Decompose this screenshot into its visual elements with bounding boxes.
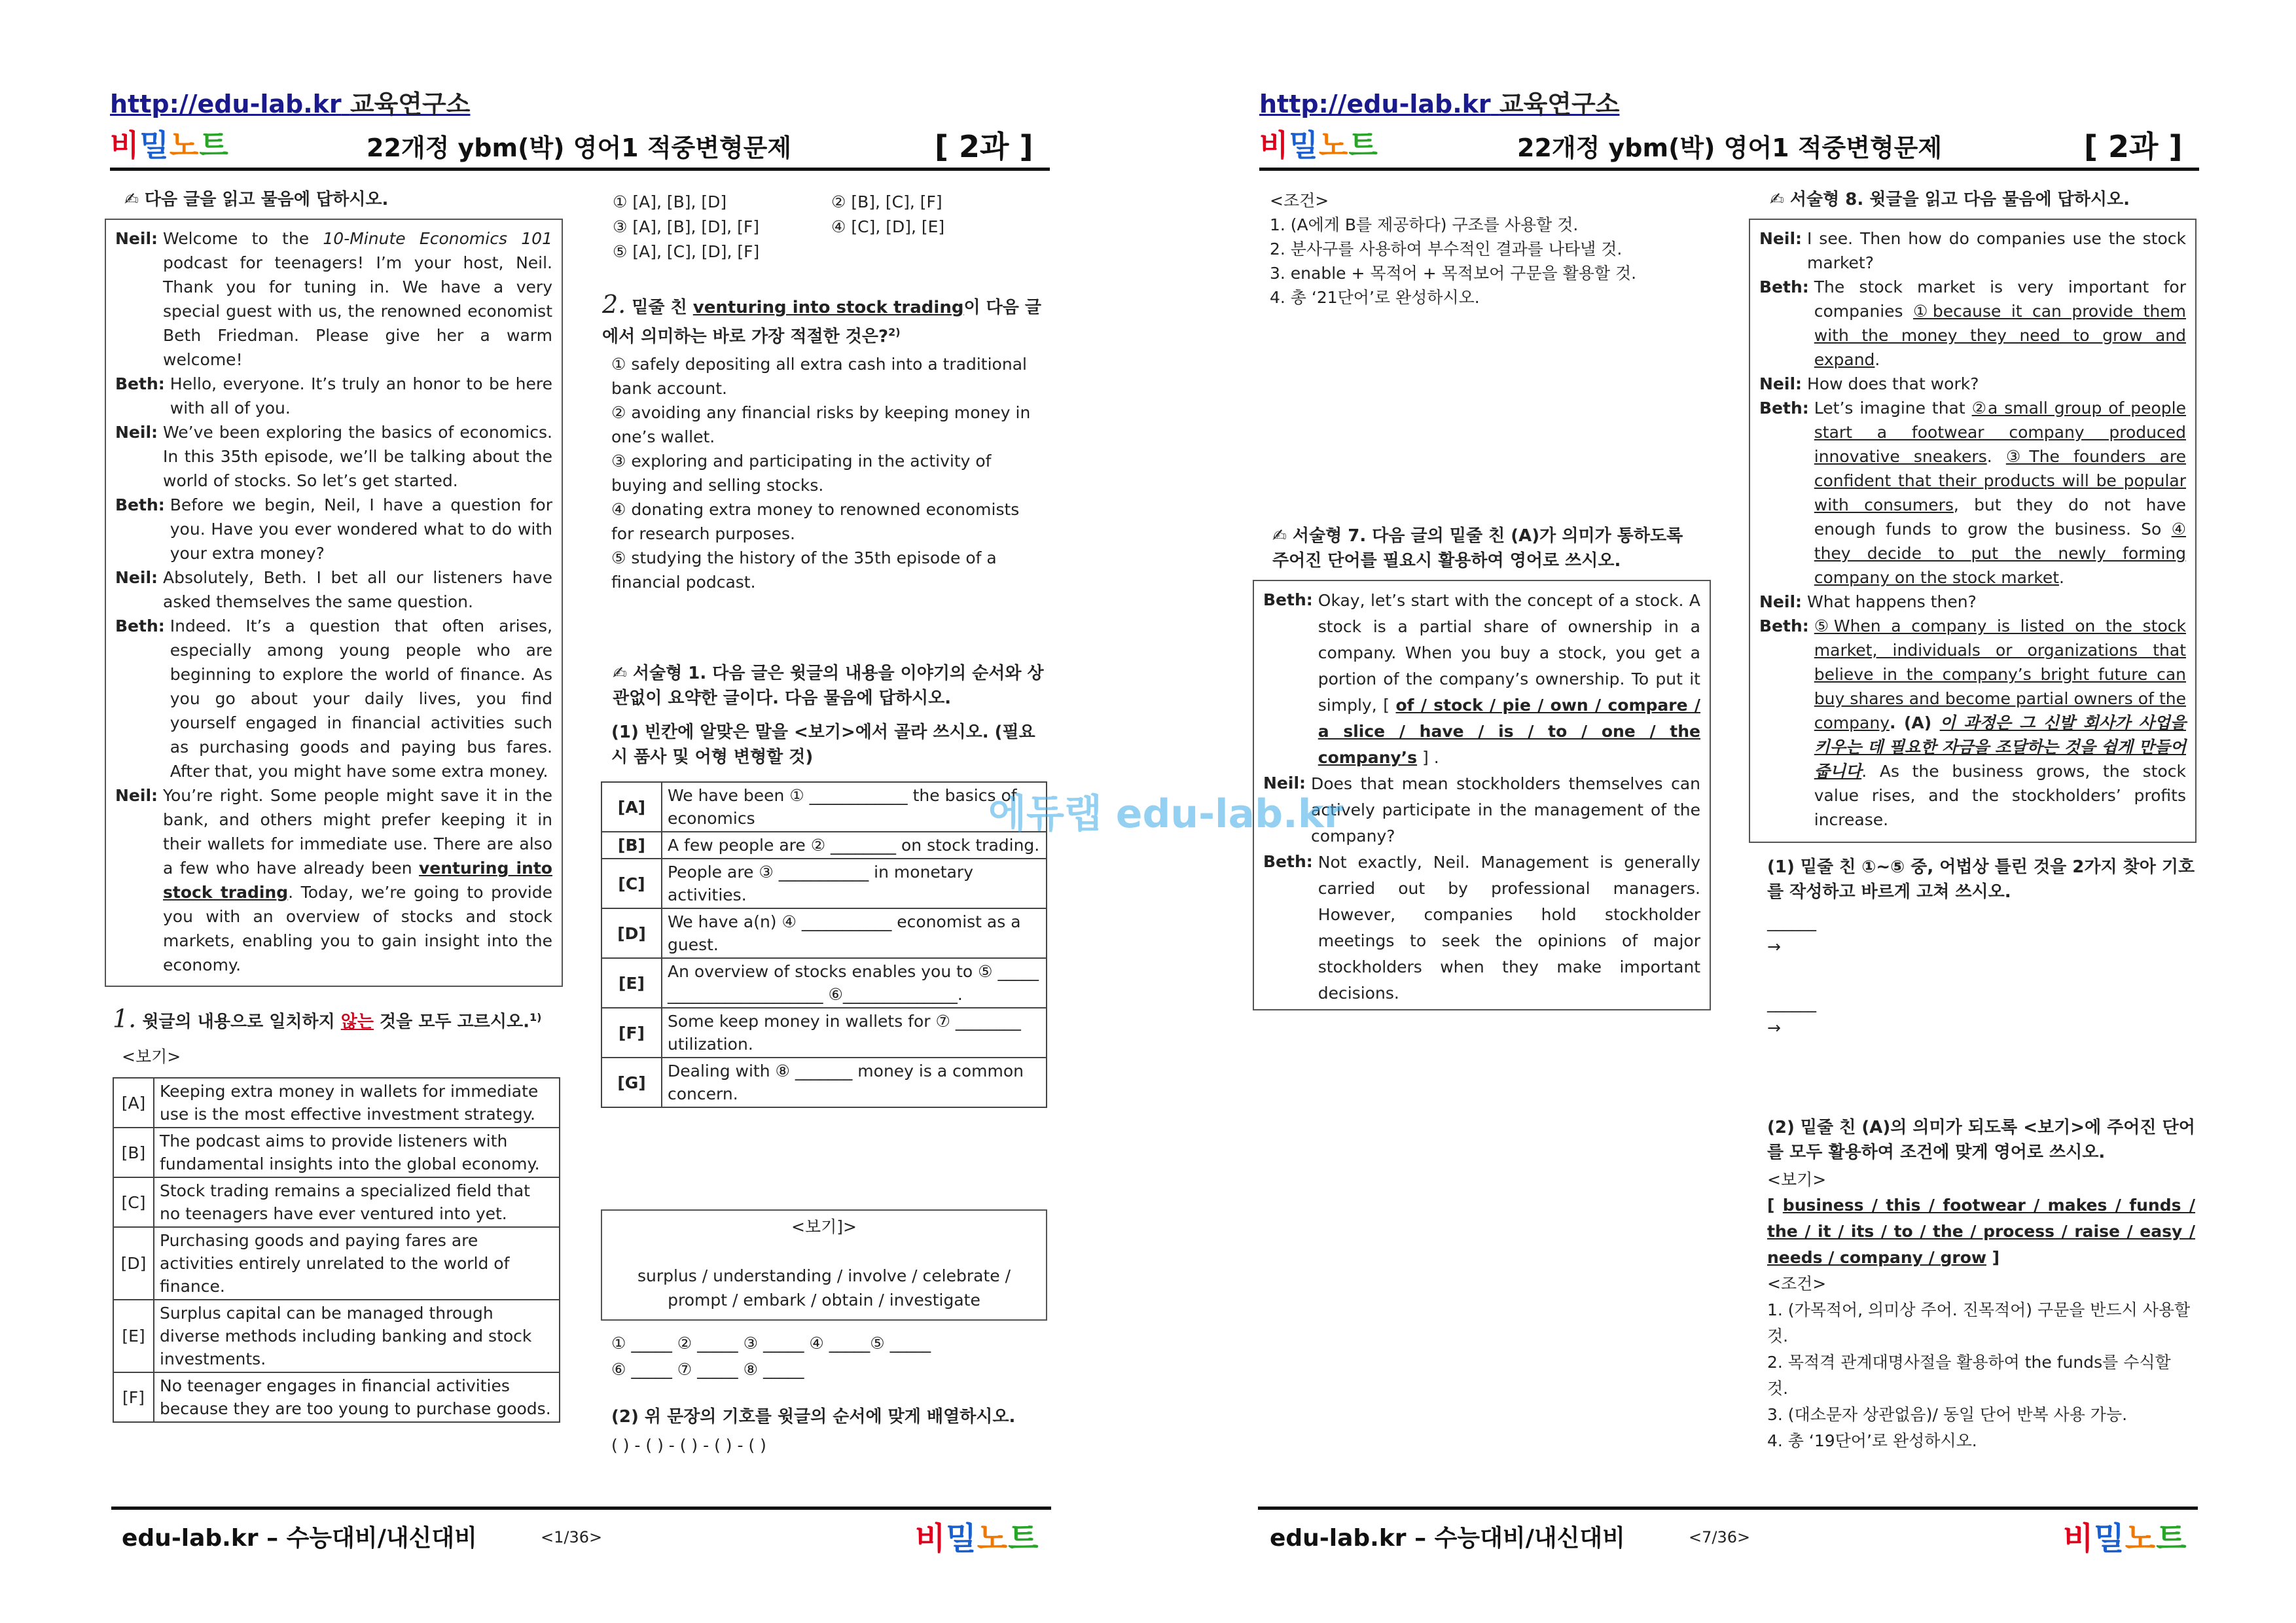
dialogue-line: Neil: Does that mean stockholders themselves can actively participate in the management of the company?: [1263, 774, 1700, 846]
table-row: [F] Some keep money in wallets for ⑦ ________ utilization.: [601, 1008, 1047, 1058]
q1-choice[interactable]: ⑤ [A], [C], [D], [F]: [613, 242, 760, 261]
table-row: [G] Dealing with ⑧ _______ money is a common concern.: [601, 1058, 1047, 1107]
q2-choices: [611, 352, 1043, 594]
s1-answer-line[interactable]: ⑥ _____ ⑦ _____ ⑧ _____: [611, 1360, 804, 1379]
s8-passage-box: [1749, 219, 2197, 843]
footer-divider: [1258, 1507, 2198, 1510]
table-row: [A] Keeping extra money in wallets for immediate use is the most effective investment strategy.: [113, 1078, 560, 1128]
dialogue-line: Beth: ⑤When a company is listed on the stock market, individuals or organizations that believe in the company’s bright future can buy shares and become partial owners of the company. (A) 이 과정은 그 신발 회사가 사업을 키우는 데 필요한 자금을 조달하는 것을 쉽게 만들어 줍니다. As the business grows, the stock value rises, and the stockholders’ profits increase.: [1759, 616, 2186, 829]
footer-text: edu-lab.kr – 수능대비/내신대비: [1270, 1525, 1625, 1552]
q2-choice[interactable]: ① safely depositing all extra cash into a traditional bank account.: [611, 355, 1027, 398]
header-title: 22개정 ybm(박) 영어1 적중변형문제: [1517, 134, 1943, 162]
s8-answer-blank[interactable]: ______: [1767, 993, 1816, 1012]
underlined-phrase: venturing into stock trading: [163, 859, 552, 902]
s8-bogi-words: [ business / this / footwear / makes / funds / the / it / its / to / the / process / raise / easy / needs / company / grow ]: [1767, 1196, 2195, 1267]
s1-sub1: (1) 빈칸에 알맞은 말을 <보기>에서 골라 쓰시오. (필요시 품사 및 어형 변형할 것): [611, 722, 1035, 767]
page-number: <7/36>: [1689, 1528, 1751, 1546]
table-row: [D] Purchasing goods and paying fares are activities entirely unrelated to the world of finance.: [113, 1227, 560, 1300]
brand-logo: 비밀노트: [1259, 128, 1378, 163]
q1-bogi-table: [113, 1077, 560, 1423]
s8-heading: ✍ 서술형 8. 윗글을 읽고 다음 물음에 답하시오.: [1770, 190, 2130, 209]
dialogue-line: Neil: I see. Then how do companies use the stock market?: [1759, 229, 2186, 272]
q2-choice[interactable]: ④ donating extra money to renowned economists for research purposes.: [611, 500, 1020, 543]
dialogue-line: Beth: Before we begin, Neil, I have a question for you. Have you ever wondered what to do with your extra money?: [115, 495, 552, 563]
dialogue-line: Beth: The stock market is very important for companies ①because it can provide them with the money they need to grow and expand.: [1759, 277, 2186, 369]
header-divider: [1259, 168, 2199, 171]
dialogue-line: Neil: We’ve been exploring the basics of economics. In this 35th episode, we’ll be talking about the world of stocks. So let’s get started.: [115, 423, 552, 490]
q1-choice[interactable]: ③ [A], [B], [D], [F]: [613, 217, 759, 236]
table-row: [D] We have a(n) ④ ___________ economist as a guest.: [601, 908, 1047, 958]
korean-underlined-sentence: 이 과정은 그 신발 회사가 사업을 키우는 데 필요한 자금을 조달하는 것을 쉽게 만들어 줍니다: [1814, 713, 2186, 781]
conditions-top: <조건> 1. (A에게 B를 제공하다) 구조를 사용할 것. 2. 분사구를 사용하여 부수적인 결과를 나타낼 것. 3. enable + 목적어 + 목적보어 구문을 활용할 것. 4. 총 ‘21단어’로 완성하시오.: [1270, 191, 1637, 307]
s1-table: [601, 781, 1047, 1108]
footer-divider: [111, 1507, 1051, 1510]
q2-choice[interactable]: ③ exploring and participating in the activity of buying and selling stocks.: [611, 452, 992, 495]
s1-bogi-title: <보기]>: [791, 1217, 857, 1236]
table-row: [E] An overview of stocks enables you to ⑤ _____ ___________________ ⑥______________.: [601, 958, 1047, 1008]
header-url[interactable]: http://edu-lab.kr 교육연구소: [1259, 90, 1620, 118]
s1-bogi-words: surplus / understanding / involve / celebrate / prompt / embark / obtain / investigate: [637, 1266, 1011, 1310]
s1-bogi-box: [601, 1209, 1047, 1321]
footer-text: edu-lab.kr – 수능대비/내신대비: [122, 1525, 477, 1552]
s8-sub2: (2) 밑줄 친 (A)의 의미가 되도록 <보기>에 주어진 단어를 모두 활용하여 조건에 맞게 영어로 쓰시오.: [1767, 1118, 2195, 1162]
page-number: <1/36>: [541, 1528, 603, 1546]
watermark: 에듀랩 edu-lab.kr: [988, 791, 1344, 837]
s8-conditions: <조건> 1. (가목적어, 의미상 주어. 진목적어) 구문을 반드시 사용할 것. 2. 목적격 관계대명사절을 활용하여 the funds를 수식할 것. 3. (대소문자 상관없음)/ 동일 단어 반복 사용 가능. 4. 총 ‘19단어’로 완성하시오.: [1767, 1274, 2191, 1450]
dialogue-line: Neil: You’re right. Some people might save it in the bank, and others might prefer keeping it in their wallets for immediate use. There are also a few who have already been venturing into stock trading. Today, we’re going to provide you with an overview of stocks and stock markets, enabling you to gain insight into the economy.: [115, 786, 553, 974]
passage-box: [105, 219, 563, 987]
brand-logo: 비밀노트: [110, 128, 229, 163]
dialogue-line: Neil: How does that work?: [1759, 374, 1979, 393]
arrow-icon: →: [1767, 937, 1781, 956]
header-url[interactable]: http://edu-lab.kr 교육연구소: [110, 90, 471, 118]
q2-choice[interactable]: ② avoiding any financial risks by keeping money in one’s wallet.: [611, 403, 1031, 446]
table-row: [B] A few people are ② ________ on stock trading.: [601, 832, 1047, 859]
dialogue-line: Beth: Let’s imagine that ②a small group of people start a footwear company produced innovative sneakers. ③The founders are confident that their products will be popular with consumers, but they do not have enough funds to grow the business. So ④ they decide to put the newly forming company on the stock market.: [1759, 399, 2186, 587]
q1-choice[interactable]: ④ [C], [D], [E]: [831, 217, 945, 236]
dialogue-line: Beth: Not exactly, Neil. Management is generally carried out by professional managers. However, companies hold stockholder meetings to seek the opinions of major stockholders when they make important decisions.: [1263, 852, 1700, 1003]
s7-heading: ✍ 서술형 7. 다음 글의 밑줄 친 (A)가 의미가 통하도록 주어진 단어를 필요시 활용하여 영어로 쓰시오.: [1272, 526, 1683, 571]
header-lesson: [ 2과 ]: [935, 129, 1033, 164]
q1-heading: 1. 윗글의 내용으로 일치하지 않는 것을 모두 고르시오.$^{1)}$: [113, 1004, 542, 1033]
word-bank: of / stock / pie / own / compare / a slice / have / is / to / one / the company’s: [1318, 696, 1700, 767]
arrow-icon: →: [1767, 1018, 1781, 1037]
dialogue-line: Neil: Welcome to the 10-Minute Economics 101 podcast for teenagers! I’m your host, Neil. Thank you for tuning in. We have a very special guest with us, the renowned economist Beth Friedman. Please give her a warm welcome!: [115, 229, 552, 369]
q2-heading: 2. 밑줄 친 venturing into stock trading이 다음 글에서 의미하는 바로 가장 적절한 것은?$^{2)}$: [602, 290, 1042, 347]
s8-sub1: (1) 밑줄 친 ①~⑤ 중, 어법상 틀린 것을 2가지 찾아 기호를 작성하고 바르게 고쳐 쓰시오.: [1767, 857, 2195, 902]
dialogue-line: Beth: Okay, let’s start with the concept of a stock. A stock is a partial share of ownership in a company. When you buy a stock, you get a portion of the company’s ownership. To put it simply, [ of / stock / pie / own / compare / a slice / have / is / to / one / the company’s ] .: [1263, 590, 1700, 767]
left-instruction: ✍ 다음 글을 읽고 물음에 답하시오.: [124, 190, 389, 209]
s1-heading: ✍ 서술형 1. 다음 글은 윗글의 내용을 이야기의 순서와 상관없이 요약한 글이다. 다음 물음에 답하시오.: [613, 664, 1044, 708]
header-divider: [110, 168, 1050, 171]
dialogue-line: Beth: Hello, everyone. It’s truly an honor to be here with all of you.: [115, 374, 552, 418]
header-lesson: [ 2과 ]: [2084, 129, 2183, 164]
dialogue-line: Neil: What happens then?: [1759, 592, 1977, 611]
s1-sub2: (2) 위 문장의 기호를 윗글의 순서에 맞게 배열하시오.: [611, 1407, 1016, 1427]
table-row: [F] No teenager engages in financial activities because they are too young to purchase goods.: [113, 1372, 560, 1422]
footer-brand-logo: 비밀노트: [915, 1520, 1039, 1557]
table-row: [C] Stock trading remains a specialized field that no teenagers have ever ventured into yet.: [113, 1177, 560, 1227]
q1-choice[interactable]: ② [B], [C], [F]: [831, 192, 942, 211]
dialogue-line: Neil: Absolutely, Beth. I bet all our listeners have asked themselves the same question.: [115, 568, 552, 611]
table-row: [E] Surplus capital can be managed through diverse methods including banking and stock investments.: [113, 1300, 560, 1372]
q1-bogi-title: <보기>: [122, 1047, 181, 1066]
s8-bogi-title: <보기>: [1767, 1170, 1827, 1189]
table-row: [C] People are ③ ___________ in monetary activities.: [601, 859, 1047, 908]
s1-order-line[interactable]: ( ) - ( ) - ( ) - ( ) - ( ): [611, 1436, 766, 1455]
dialogue-line: Beth: Indeed. It’s a question that often arises, especially among young people who are beginning to explore the world of finance. As you go about your daily lives, you find yourself engaged in financial activities such as purchasing goods and paying bus fares. After that, you might have some extra money.: [115, 616, 552, 781]
footer-brand-logo: 비밀노트: [2063, 1520, 2187, 1557]
q2-choice[interactable]: ⑤ studying the history of the 35th episode of a financial podcast.: [611, 548, 997, 592]
table-row: [B] The podcast aims to provide listeners with fundamental insights into the global economy.: [113, 1128, 560, 1177]
table-row: [A] We have been ① ____________ the basics of economics: [601, 782, 1047, 832]
q1-choice[interactable]: ① [A], [B], [D]: [613, 192, 727, 211]
header-title: 22개정 ybm(박) 영어1 적중변형문제: [367, 134, 792, 162]
s1-answer-line[interactable]: ① _____ ② _____ ③ _____ ④ _____⑤ _____: [611, 1334, 931, 1353]
s8-answer-blank[interactable]: ______: [1767, 912, 1816, 931]
